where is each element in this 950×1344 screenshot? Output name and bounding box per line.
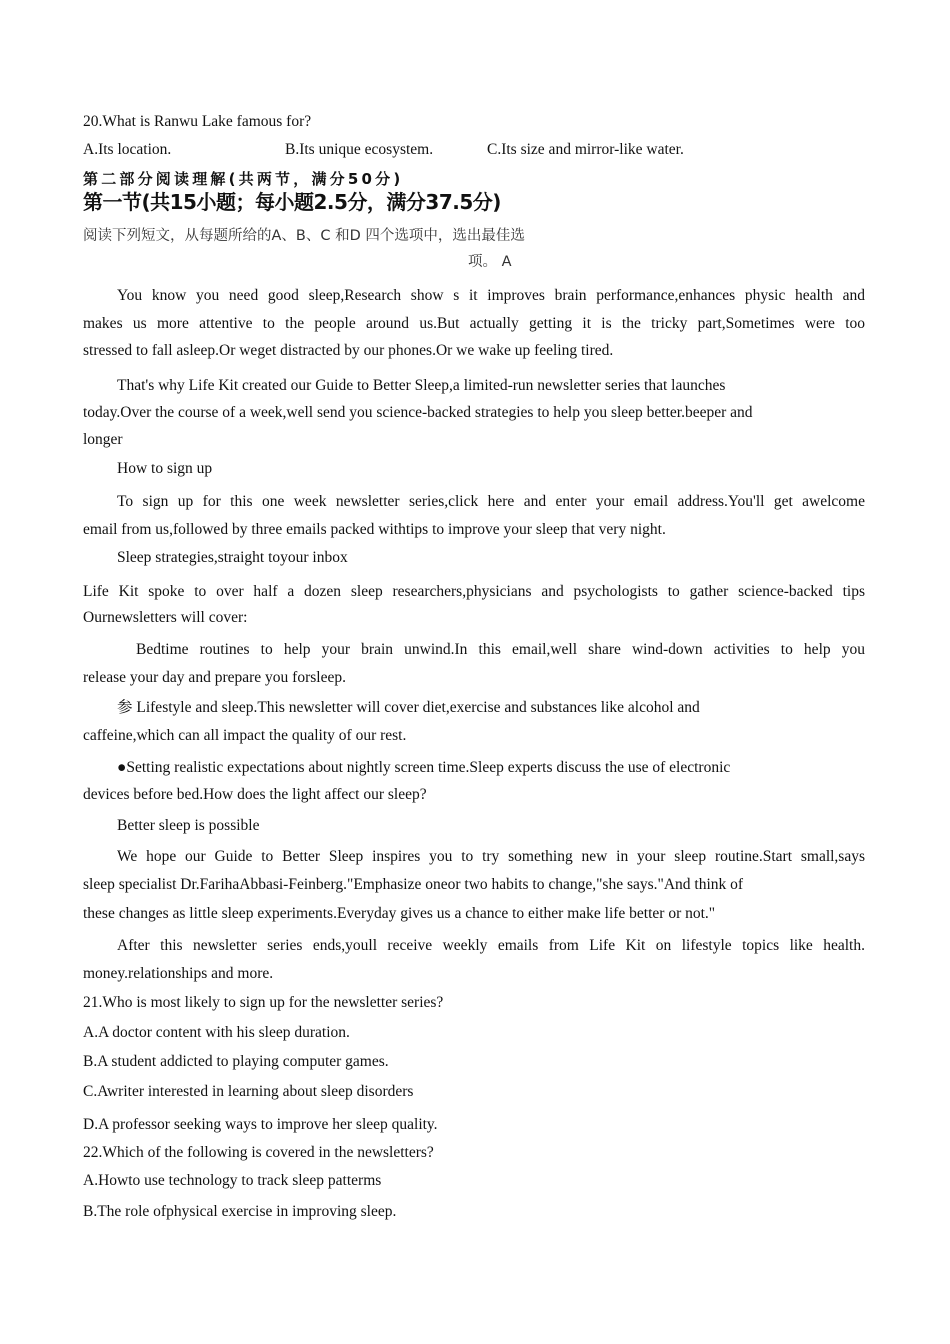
passage-p1-l2: makes us more attentive to the people around us.But actually getting it is the tricky part,Sometimes were too [83, 315, 865, 332]
q21-option-a: A.A doctor content with his sleep duration. [83, 1024, 350, 1041]
passage-p5-l1: We hope our Guide to Better Sleep inspires you to try something new in your sleep routine.Start small,says [117, 848, 865, 865]
passage-p2-l3: longer [83, 431, 123, 448]
passage-p6-l2: money.relationships and more. [83, 965, 274, 982]
q22-option-a: A.Howto use technology to track sleep patterms [83, 1172, 382, 1189]
passage-p2-l2: today.Over the course of a week,well send you science-backed strategies to help you sleep better.beeper and [83, 404, 753, 421]
passage-p3-l1: To sign up for this one week newsletter series,click here and enter your email address.You'll get awelcome [117, 493, 865, 510]
passage-p5-l3: these changes as little sleep experiments.Everyday gives us a chance to either make life better or not." [83, 905, 716, 922]
passage-p3-l2: email from us,followed by three emails packed withtips to improve your sleep that very night. [83, 521, 666, 538]
instruction-line-2: 项。 A [468, 254, 512, 270]
q22-question: 22.Which of the following is covered in the newsletters? [83, 1144, 434, 1161]
section-title: 第一节(共15小题；每小题2.5分，满分37.5分) [83, 190, 501, 214]
q21-option-c: C.Awriter interested in learning about sleep disorders [83, 1083, 414, 1100]
passage-p4-l2: Ournewsletters will cover: [83, 609, 248, 626]
heading-sign-up: How to sign up [117, 460, 213, 477]
q21-question: 21.Who is most likely to sign up for the newsletter series? [83, 994, 444, 1011]
passage-p4-l1: Life Kit spoke to over half a dozen sleep researchers,physicians and psychologists to gather science-backed tips [83, 583, 865, 600]
passage-p2-l1: That's why Life Kit created our Guide to Better Sleep,a limited-run newsletter series that launches [117, 377, 726, 394]
passage-p6-l1: After this newsletter series ends,youll receive weekly emails from Life Kit on lifestyle topics like health. [117, 937, 865, 954]
passage-p5-l2: sleep specialist Dr.FarihaAbbasi-Feinberg."Emphasize oneor two habits to change,"she says."And think of [83, 876, 744, 893]
bullet-3-l2: devices before bed.How does the light affect our sleep? [83, 786, 427, 803]
bullet-1-l1: Bedtime routines to help your brain unwind.In this email,well share wind-down activities to help you [136, 641, 865, 658]
heading-better-sleep: Better sleep is possible [117, 817, 260, 834]
q20-question: 20.What is Ranwu Lake famous for? [83, 113, 312, 130]
q22-option-b: B.The role ofphysical exercise in improving sleep. [83, 1203, 397, 1220]
bullet-1-l2: release your day and prepare you forsleep. [83, 669, 346, 686]
q20-option-b: B.Its unique ecosystem. [285, 141, 434, 158]
bullet-2-l1: 参 Lifestyle and sleep.This newsletter will cover diet,exercise and substances like alcohol and [117, 699, 700, 716]
heading-strategies: Sleep strategies,straight toyour inbox [117, 549, 348, 566]
bullet-3-l1: ●Setting realistic expectations about nightly screen time.Sleep experts discuss the use of electronic [117, 759, 731, 776]
passage-p1-l1: You know you need good sleep,Research show s it improves brain performance,enhances physic health and [117, 287, 865, 304]
q20-option-a: A.Its location. [83, 141, 172, 158]
q21-option-b: B.A student addicted to playing computer games. [83, 1053, 389, 1070]
instruction-line-1: 阅读下列短文，从每题所给的A、B、C 和D 四个选项中，选出最佳选 [83, 228, 525, 244]
part-title: 第二部分阅读理解(共两节，满分50分) [83, 170, 404, 188]
bullet-2-l2: caffeine,which can all impact the quality of our rest. [83, 727, 407, 744]
q21-option-d: D.A professor seeking ways to improve her sleep quality. [83, 1116, 438, 1133]
passage-p1-l3: stressed to fall asleep.Or weget distracted by our phones.Or we wake up feeling tired. [83, 342, 614, 359]
q20-option-c: C.Its size and mirror-like water. [487, 141, 684, 158]
